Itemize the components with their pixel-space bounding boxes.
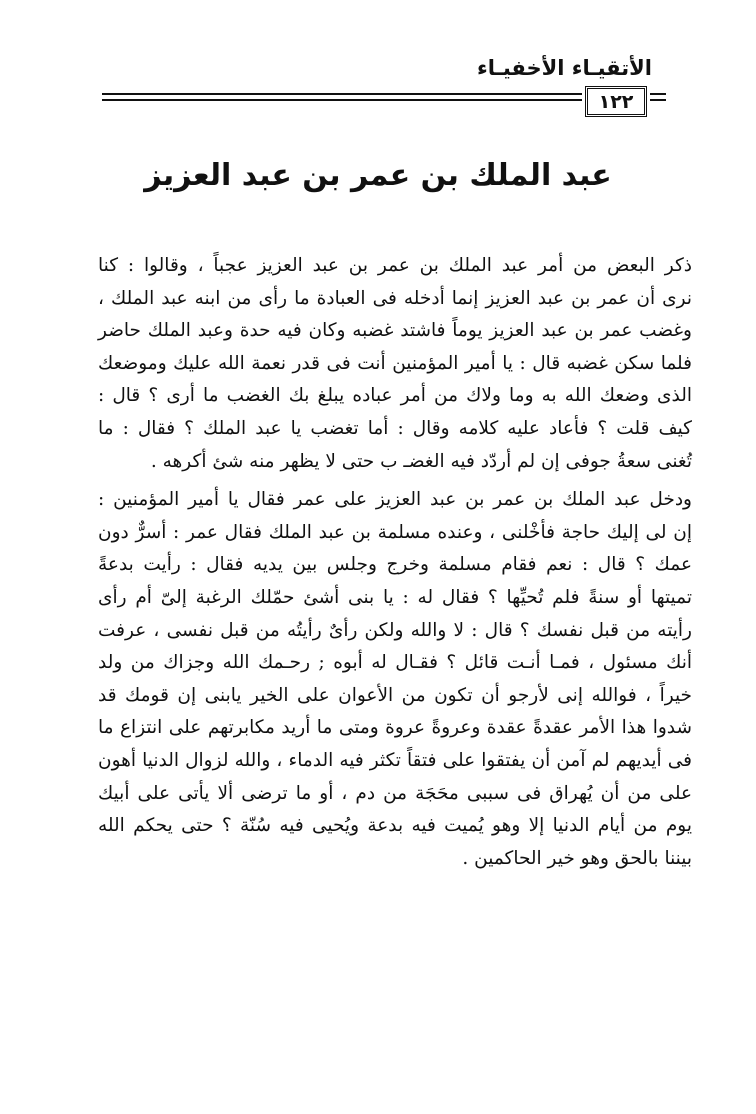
text-line: ذكر البعض من أمر عبد الملك بن عمر بن عبد العزيز عجباً ، وقالوا : كنا [98, 255, 692, 276]
header-rule-upper [102, 93, 582, 95]
paragraph-2 [98, 484, 692, 875]
text-line: فلما سكن غضبه قال : يا أمير المؤمنين أنت فى قدر نعمة الله عليك وموضعك [98, 352, 692, 374]
text-line: بيننا بالحق وهو خير الحاكمين . [462, 847, 692, 869]
page-number: ١٢٢ [585, 86, 647, 117]
body-text [98, 250, 692, 875]
chapter-title: عبد الملك بن عمر بن عبد العزيز [144, 158, 612, 193]
text-line: وغضب عمر بن عبد العزيز يوماً فاشتد غضبه وكان فيه حدة وعبد الملك حاضر [98, 320, 692, 342]
running-header-title: الأتقيـاء الأخفيـاء [477, 56, 652, 80]
text-line: خيراً ، فوالله إنى لأرجو أن تكون من الأعوان على الخير يابنى إن قومك قد [98, 684, 692, 706]
text-line: نرى أن عمر بن عبد العزيز إنما أدخله فى العبادة ما رأى من ابنه عبد الملك ، [98, 287, 692, 309]
text-line: عمك ؟ قال : نعم فقام مسلمة وخرج وجلس بين يديه فقال : رأيت بدعةً [98, 554, 692, 576]
text-line: فى أيديهم لم آمن أن يفتقوا على فتقاً تكثر فيه الدماء ، والله لزوال الدنيا أهون [98, 749, 692, 771]
text-line: أنك مسئول ، فمـا أنـت قائل ؟ فقـال له أبوه ; رحـمك الله وجزاك من ولد [98, 652, 692, 674]
text-line: كيف قلت ؟ فأعاد عليه كلامه وقال : أما تغضب يا عبد الملك ؟ فقال : ما [98, 417, 692, 439]
text-line: شدوا هذا الأمر عقدةً عقدة وعروةً عروة ومتى ما أريد مكابرتهم على انتزاع ما [98, 717, 692, 739]
text-line: تميتها أو سنةً فلم تُحيِّها ؟ فقال له : يا بنى أشئ حمّلك الرغبة إلىّ أم رأى [98, 586, 692, 608]
header-rule-right-upper [650, 93, 666, 95]
text-line: على من أن يُهراق فى سببى محَجَة من دم ، أو ما ترضى ألا يأتى على أبيك [98, 782, 692, 804]
paragraph-1 [98, 250, 692, 478]
text-line: الذى وضعك الله به وما ولاك من أمر عباده يبلغ بك الغضب ما أرى ؟ قال : [98, 385, 692, 407]
text-line: تُغنى سعةُ جوفى إن لم أردّد فيه الغضـ ب حتى لا يظهر منه شئ أكرهه . [150, 450, 692, 472]
text-line: ودخل عبد الملك بن عمر بن عبد العزيز على عمر فقال يا أمير المؤمنين : [98, 489, 692, 511]
header-rule-lower [102, 99, 582, 101]
text-line: إن لى إليك حاجة فأخْلنى ، وعنده مسلمة بن عبد الملك فقال عمر : أسرٌّ دون [98, 521, 692, 543]
text-line: رأيته من قبل نفسك ؟ قال : لا والله ولكن رأىٌ رأيتُه من قبل نفسى ، عرفت [98, 619, 692, 641]
header-rule-right-lower [650, 99, 666, 101]
text-line: يوم من أيام الدنيا إلا وهو يُميت فيه بدعة ويُحيى فيه سُنّة ؟ حتى يحكم الله [98, 815, 692, 837]
